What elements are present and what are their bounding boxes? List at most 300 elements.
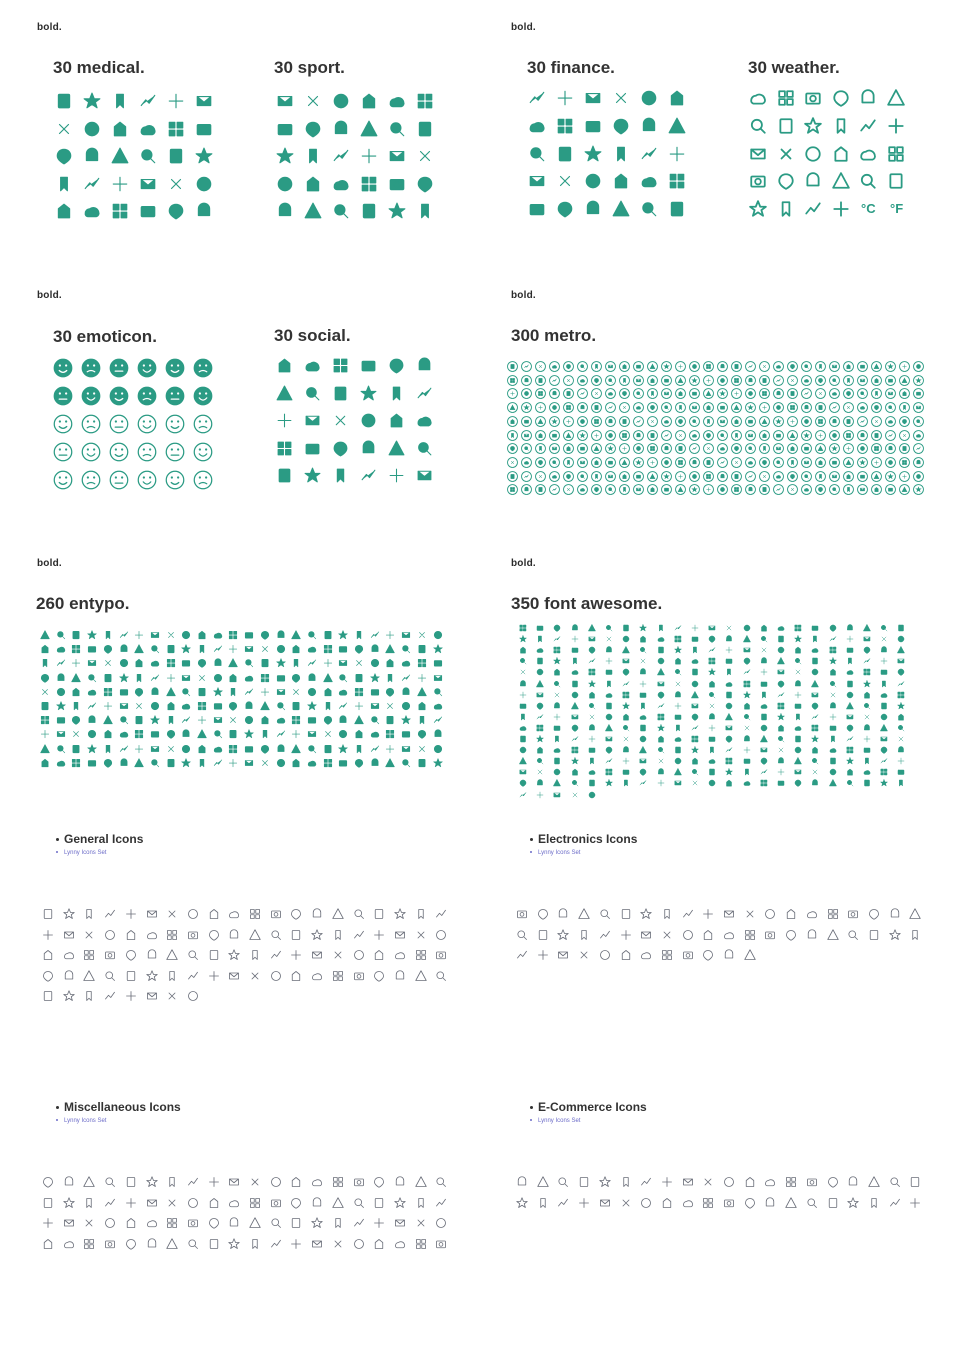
general-icon (311, 929, 323, 941)
metro-circle-icon (647, 457, 658, 468)
fa-icon (639, 624, 647, 632)
finance-icon (612, 117, 630, 135)
entypo-icon (150, 687, 160, 697)
entypo-icon (417, 758, 427, 768)
fa-icon (571, 791, 579, 799)
fa-icon (622, 624, 630, 632)
ecommerce-icon (744, 1176, 756, 1188)
misc-icon (290, 1176, 302, 1188)
entypo-icon (213, 758, 223, 768)
fa-icon (743, 702, 751, 710)
bullet-dot (530, 838, 533, 841)
metro-circle-icon (507, 471, 518, 482)
fa-icon (571, 646, 579, 654)
metro-circle-icon (913, 457, 924, 468)
entypo-icon (244, 744, 254, 754)
entypo-icon (40, 701, 50, 711)
emoticon-face-icon (165, 470, 185, 490)
entypo-icon (87, 630, 97, 640)
metro-circle-icon (787, 430, 798, 441)
entypo-icon (166, 744, 176, 754)
entypo-icon (291, 744, 301, 754)
misc-icon (311, 1197, 323, 1209)
social-icon (332, 440, 349, 457)
misc-icon (332, 1197, 344, 1209)
fa-icon (760, 768, 768, 776)
entypo-icon (71, 644, 81, 654)
weather-icon (804, 172, 822, 190)
metro-circle-icon (857, 361, 868, 372)
metro-circle-icon (507, 443, 518, 454)
entypo-icon (260, 644, 270, 654)
weather-icon (777, 145, 795, 163)
fa-icon (880, 779, 888, 787)
general-icon (270, 929, 282, 941)
fa-icon (897, 713, 905, 721)
entypo-icon (228, 744, 238, 754)
general-icon (187, 908, 199, 920)
metro-circle-icon (745, 375, 756, 386)
entypo-icon (433, 658, 443, 668)
metro-circle-icon (521, 430, 532, 441)
entypo-icon (401, 758, 411, 768)
entypo-icon (181, 687, 191, 697)
metro-circle-icon (787, 375, 798, 386)
metro-circle-icon (647, 443, 658, 454)
fa-icon (691, 646, 699, 654)
entypo-icon (134, 630, 144, 640)
fa-icon (536, 791, 544, 799)
entypo-icon (307, 715, 317, 725)
general-icon (83, 990, 95, 1002)
misc-icon (435, 1197, 447, 1209)
entypo-icon (134, 729, 144, 739)
metro-circle-icon (717, 402, 728, 413)
fa-icon (829, 735, 837, 743)
weather-icon (804, 117, 822, 135)
metro-circle-icon (577, 402, 588, 413)
metro-circle-icon (913, 484, 924, 495)
entypo-icon (119, 630, 129, 640)
general-icon (125, 908, 137, 920)
electronics-icon (847, 929, 859, 941)
social-icon (332, 385, 349, 402)
fa-icon (777, 724, 785, 732)
misc-icon (63, 1176, 75, 1188)
entypo-icon (166, 673, 176, 683)
fa-icon (519, 702, 527, 710)
medical-icon (167, 147, 185, 165)
entypo-icon (401, 658, 411, 668)
misc-icon (249, 1238, 261, 1250)
misc-icon (415, 1238, 427, 1250)
entypo-icon (385, 701, 395, 711)
weather-title: 30 weather. (748, 58, 840, 77)
medical-icon (83, 202, 101, 220)
fa-icon (743, 624, 751, 632)
fa-icon (897, 779, 905, 787)
sport-icon (360, 202, 378, 220)
entypo-icon (166, 687, 176, 697)
metro-circle-icon (521, 402, 532, 413)
metro-circle-icon (885, 471, 896, 482)
general-icon (125, 970, 137, 982)
fa-icon (725, 735, 733, 743)
entypo-icon (307, 701, 317, 711)
fa-icon (639, 735, 647, 743)
entypo-icon (385, 729, 395, 739)
metro-circle-icon (605, 471, 616, 482)
fa-icon (588, 768, 596, 776)
entypo-icon (307, 658, 317, 668)
fa-icon (743, 746, 751, 754)
general-icon (42, 929, 54, 941)
fa-icon (519, 791, 527, 799)
fa-icon (536, 702, 544, 710)
misc-icon (104, 1217, 116, 1229)
metro-circle-icon (619, 388, 630, 399)
metro-circle-icon (703, 361, 714, 372)
fa-icon (897, 702, 905, 710)
metro-circle-icon (535, 430, 546, 441)
metro-circle-icon (731, 361, 742, 372)
celsius-icon: °C (861, 201, 876, 216)
sport-icon (304, 120, 322, 138)
entypo-icon (338, 644, 348, 654)
entypo-icon (338, 729, 348, 739)
fa-icon (571, 624, 579, 632)
entypo-icon (276, 701, 286, 711)
metro-circle-icon (913, 471, 924, 482)
fa-icon (571, 713, 579, 721)
misc-icon (415, 1197, 427, 1209)
entypo-icon (228, 630, 238, 640)
metro-circle-icon (759, 388, 770, 399)
entypo-icon (87, 744, 97, 754)
entypo-icon (401, 744, 411, 754)
metro-circle-icon (633, 443, 644, 454)
fa-icon (725, 724, 733, 732)
finance-icon (584, 117, 602, 135)
metro-circle-icon (563, 484, 574, 495)
entypo-icon (354, 758, 364, 768)
entypo-icon (228, 758, 238, 768)
weather-icon (804, 145, 822, 163)
fa-icon (536, 713, 544, 721)
metro-circle-icon (549, 484, 560, 495)
general-icon (332, 929, 344, 941)
entypo-icon (323, 701, 333, 711)
entypo-icon (228, 658, 238, 668)
entypo-icon (370, 744, 380, 754)
general-icon (42, 949, 54, 961)
fa-icon (725, 624, 733, 632)
electronics-icon (599, 929, 611, 941)
entypo-icon (307, 644, 317, 654)
entypo-icon (103, 687, 113, 697)
entypo-icon (213, 715, 223, 725)
entypo-icon (40, 673, 50, 683)
fa-icon (829, 724, 837, 732)
entypo-icon (197, 715, 207, 725)
fa-icon (863, 702, 871, 710)
metro-circle-icon (535, 471, 546, 482)
entypo-icon (244, 644, 254, 654)
general-icon (290, 949, 302, 961)
fa-icon (605, 713, 613, 721)
metro-circle-icon (577, 457, 588, 468)
fa-icon (674, 646, 682, 654)
electronics-icons-subtitle (530, 850, 580, 856)
emoticon-face-icon (137, 386, 157, 406)
fa-icon (863, 657, 871, 665)
misc-icon (415, 1176, 427, 1188)
fa-icon (743, 779, 751, 787)
misc-icon (270, 1217, 282, 1229)
misc-icons-subtitle (56, 1118, 106, 1124)
fa-icon (725, 702, 733, 710)
weather-icon (777, 200, 795, 218)
finance-icon (556, 117, 574, 135)
fa-icon (691, 691, 699, 699)
weather-icon (749, 145, 767, 163)
social-icon (304, 440, 321, 457)
metro-circle-icon (535, 457, 546, 468)
metro-circle-icon (647, 484, 658, 495)
entypo-icon (181, 673, 191, 683)
metro-circle-icon (801, 375, 812, 386)
fa-icon (622, 735, 630, 743)
entypo-icon (276, 630, 286, 640)
metro-circle-icon (521, 471, 532, 482)
metro-circle-icon (647, 430, 658, 441)
entypo-icon (291, 687, 301, 697)
fa-icon (639, 668, 647, 676)
electronics-icon (578, 929, 590, 941)
metro-circle-icon (675, 388, 686, 399)
general-icon (249, 949, 261, 961)
misc-icon (353, 1176, 365, 1188)
fa-icon (708, 735, 716, 743)
metro-circle-icon (647, 402, 658, 413)
metro-circle-icon (731, 375, 742, 386)
fa-icon (588, 779, 596, 787)
entypo-icon (244, 715, 254, 725)
entypo-icon (56, 658, 66, 668)
ecommerce-icon (806, 1197, 818, 1209)
fa-icon (897, 624, 905, 632)
sport-icon (388, 147, 406, 165)
metro-circle-icon (857, 416, 868, 427)
emoticon-face-icon (81, 442, 101, 462)
medical-icon (139, 147, 157, 165)
sport-icon (416, 92, 434, 110)
misc-icon (435, 1217, 447, 1229)
ecommerce-icon (847, 1176, 859, 1188)
brand-label: bold. (511, 290, 536, 301)
misc-icon (208, 1238, 220, 1250)
fa-icon (639, 713, 647, 721)
entypo-icon (385, 630, 395, 640)
fa-icon (811, 691, 819, 699)
entypo-icon (150, 658, 160, 668)
metro-circle-icon (745, 484, 756, 495)
entypo-icon (134, 758, 144, 768)
entypo-icon (56, 673, 66, 683)
misc-icon (270, 1238, 282, 1250)
emoticon-face-icon (109, 442, 129, 462)
metro-circle-icon (521, 443, 532, 454)
ecommerce-icon (909, 1197, 921, 1209)
metro-circle-icon (801, 416, 812, 427)
metro-circle-icon (661, 484, 672, 495)
social-icon (276, 385, 293, 402)
misc-icon (270, 1176, 282, 1188)
metro-circle-icon (871, 388, 882, 399)
fa-icon (760, 691, 768, 699)
metro-circle-icon (815, 361, 826, 372)
medical-icon (55, 92, 73, 110)
misc-icon (435, 1238, 447, 1250)
metro-circle-icon (773, 484, 784, 495)
general-icon (311, 970, 323, 982)
general-icon (83, 949, 95, 961)
entypo-icon (87, 701, 97, 711)
entypo-icon (260, 630, 270, 640)
fa-icon (811, 680, 819, 688)
metro-circle-icon (605, 402, 616, 413)
metro-circle-icon (661, 471, 672, 482)
metro-circle-icon (549, 430, 560, 441)
fa-icon (760, 624, 768, 632)
fa-icon (657, 713, 665, 721)
fa-icon (846, 757, 854, 765)
fa-icon (897, 657, 905, 665)
fa-icon (536, 724, 544, 732)
fa-icon (519, 668, 527, 676)
social-icon (360, 385, 377, 402)
social-icon (360, 412, 377, 429)
finance-icon (612, 89, 630, 107)
fa-icon (622, 746, 630, 754)
metro-circle-icon (549, 443, 560, 454)
metro-circle-icon (857, 443, 868, 454)
entypo-icon (370, 644, 380, 654)
entypo-icon (417, 744, 427, 754)
metro-circle-icon (843, 388, 854, 399)
brand-label: bold. (511, 558, 536, 569)
misc-icon (125, 1197, 137, 1209)
medical-icon (139, 202, 157, 220)
fa-icon (794, 635, 802, 643)
metro-circle-icon (689, 361, 700, 372)
general-icon (146, 929, 158, 941)
metro-circle-icon (577, 484, 588, 495)
metro-circle-icon (745, 402, 756, 413)
fa-icon (622, 724, 630, 732)
emoticon-face-icon (53, 414, 73, 434)
metro-circle-icon (843, 402, 854, 413)
finance-icon (528, 200, 546, 218)
fa-icon (760, 735, 768, 743)
finance-icon (612, 200, 630, 218)
emoticon-face-icon (53, 442, 73, 462)
entypo-icon (354, 687, 364, 697)
fa-icon (725, 680, 733, 688)
finance-icon (612, 172, 630, 190)
metro-circle-icon (591, 443, 602, 454)
electronics-icon (640, 908, 652, 920)
fa-icon (880, 713, 888, 721)
fa-icon (829, 768, 837, 776)
medical-icon (139, 175, 157, 193)
general-icon (104, 908, 116, 920)
entypo-icon (119, 729, 129, 739)
finance-icon (528, 172, 546, 190)
fa-icon (536, 668, 544, 676)
entypo-icon (87, 673, 97, 683)
social-icon (388, 467, 405, 484)
misc-icon (373, 1238, 385, 1250)
entypo-icon (401, 687, 411, 697)
fa-icon (657, 757, 665, 765)
general-icon (353, 970, 365, 982)
ecommerce-icon (827, 1197, 839, 1209)
fa-icon (605, 746, 613, 754)
fa-icon (794, 657, 802, 665)
fa-icon (863, 746, 871, 754)
medical-icon (167, 202, 185, 220)
fa-icon (691, 657, 699, 665)
fa-icon (880, 691, 888, 699)
metro-circle-icon (787, 388, 798, 399)
electronics-icon (702, 929, 714, 941)
finance-icon (612, 145, 630, 163)
fa-icon (657, 768, 665, 776)
entypo-icon (56, 729, 66, 739)
fa-icon (708, 635, 716, 643)
metro-circle-icon (815, 416, 826, 427)
fa-icon (725, 713, 733, 721)
metro-circle-icon (563, 430, 574, 441)
emoticon-face-icon (53, 470, 73, 490)
misc-icon (125, 1238, 137, 1250)
general-icon (290, 908, 302, 920)
metro-circle-icon (507, 361, 518, 372)
fa-icon (553, 779, 561, 787)
sport-icon (360, 120, 378, 138)
electronics-icon (806, 929, 818, 941)
fa-icon (674, 713, 682, 721)
misc-icon (42, 1217, 54, 1229)
social-icon (332, 357, 349, 374)
general-icon (187, 990, 199, 1002)
ecommerce-icon (578, 1176, 590, 1188)
metro-circle-icon (731, 471, 742, 482)
fa-icon (708, 624, 716, 632)
metro-circle-icon (703, 484, 714, 495)
finance-icon (668, 117, 686, 135)
ecommerce-icon (847, 1197, 859, 1209)
fa-icon (571, 735, 579, 743)
fa-icon (811, 779, 819, 787)
metro-circle-icon (885, 443, 896, 454)
fa-icon (777, 668, 785, 676)
electronics-icon (682, 949, 694, 961)
fa-icon (519, 646, 527, 654)
fa-icon (708, 691, 716, 699)
metro-circle-icon (605, 388, 616, 399)
